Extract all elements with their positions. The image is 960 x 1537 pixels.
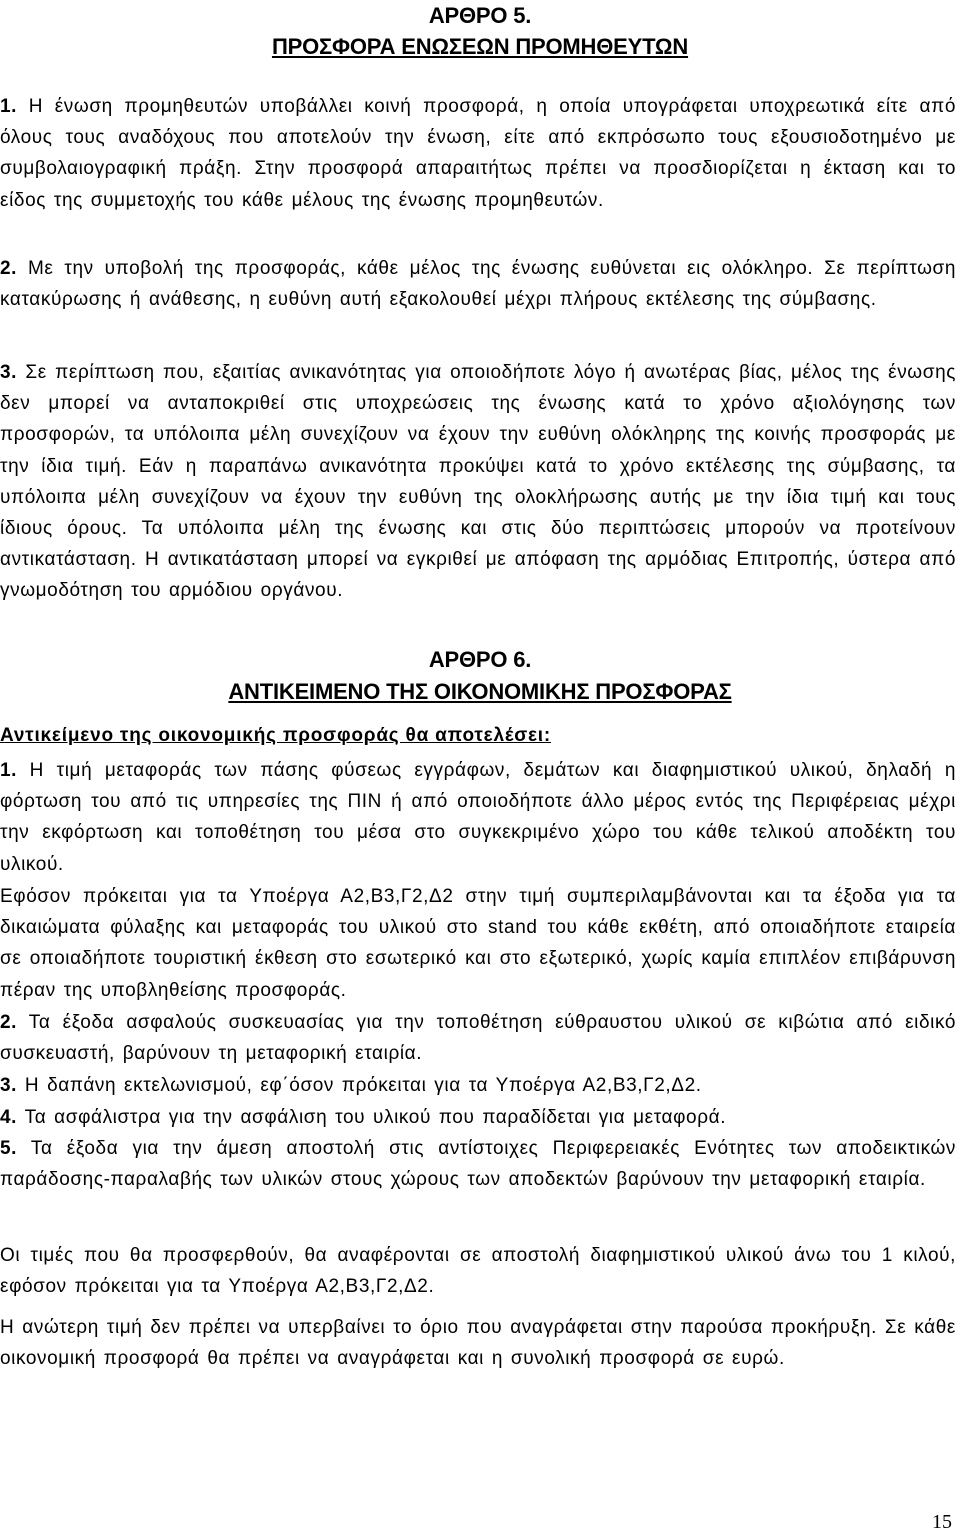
article5-paragraph-3: [0, 357, 956, 607]
article6-item-1-continuation: [0, 881, 956, 1006]
article6-number: ΑΡΘΡΟ 6.: [428, 647, 532, 672]
article6-item-2: [0, 1007, 956, 1069]
paragraph-number: 3.: [0, 362, 18, 383]
article6-note-1: Οι τιμές που θα προσφερθούν, θα αναφέρονται σε αποστολή διαφημιστικού υλικού άνω του 1 κιλού, εφόσον πρόκειται για τα Υποέργα Α2,Β3,Γ2,Δ2.: [0, 1245, 956, 1298]
paragraph-text: Με την υποβολή της προσφοράς, κάθε μέλος της ένωσης ευθύνεται εις ολόκληρο. Σε περίπτωση κατακύρωσης ή ανάθεσης, η ευθύνη αυτή εξακολουθεί μέχρι πλήρους εκτέλεσης της σύμβασης.: [0, 258, 956, 311]
item-number: 1.: [0, 760, 18, 781]
item-number: 3.: [0, 1075, 18, 1096]
article6-item-1: [0, 755, 956, 880]
article5-title: ΠΡΟΣΦΟΡΑ ΕΝΩΣΕΩΝ ΠΡΟΜΗΘΕΥΤΩΝ: [271, 34, 689, 59]
page-number: 15: [932, 1511, 952, 1533]
item-text: Η τιμή μεταφοράς των πάσης φύσεως εγγράφων, δεμάτων και διαφημιστικού υλικού, δηλαδή η φόρτωση του από τις υπηρεσίες της ΠΙΝ ή από οποιοδήποτε άλλο μέρος εντός της Περιφέρειας μέχρι την εκφόρτωση και τοποθέτηση του μέσα στο συγκεκριμένο χώρο του κάθε τελικού αποδέκτη του υλικού.: [0, 760, 956, 875]
article6-subheading: Αντικείμενο της οικονομικής προσφοράς θα αποτελέσει:: [0, 725, 552, 746]
item-text: Τα έξοδα ασφαλούς συσκευασίας για την τοποθέτηση εύθραυστου υλικού σε κιβώτια από ειδικό συσκευαστή, βαρύνουν τη μεταφορική εταιρία.: [0, 1012, 956, 1065]
article6-item-5: [0, 1133, 956, 1195]
article6-note-2: Η ανώτερη τιμή δεν πρέπει να υπερβαίνει το όριο που αναγράφεται στην παρούσα προκήρυξη. Σε κάθε οικονομική προσφορά θα πρέπει να αναγράφεται και η συνολική προσφορά σε ευρώ.: [0, 1317, 956, 1370]
item-number: 5.: [0, 1138, 18, 1159]
paragraph-number: 2.: [0, 258, 18, 279]
item-text: Τα έξοδα για την άμεση αποστολή στις αντίστοιχες Περιφερειακές Ενότητες των αποδεικτικών παράδοσης-παραλαβής των υλικών στους χώρους των αποδεκτών βαρύνουν την μεταφορική εταιρία.: [0, 1138, 956, 1191]
item-number: 4.: [0, 1107, 18, 1128]
article5-paragraph-2: [0, 253, 956, 315]
item-text: Εφόσον πρόκειται για τα Υποέργα Α2,Β3,Γ2,Δ2 στην τιμή συμπεριλαμβάνονται και τα έξοδα για τα δικαιώματα φύλαξης και μεταφοράς του υλικού στο stand του κάθε εκθέτη, από οποιαδήποτε εταιρεία σε οποιαδήποτε τουριστική έκθεση στο εσωτερικό και στο εξωτερικό, χωρίς καμία επιπλέον επιβάρυνση πέραν της υποβληθείσης προσφοράς.: [0, 886, 956, 1001]
paragraph-text: Η ένωση προμηθευτών υποβάλλει κοινή προσφορά, η οποία υπογράφεται υποχρεωτικά είτε από όλους τους αναδόχους που αποτελούν την ένωση, είτε από εκπρόσωπο τους εξουσιοδοτημένο με συμβολαιογραφική πράξη. Στην προσφορά απαραιτήτως πρέπει να προσδιορίζεται η έκταση και το είδος της συμμετοχής του κάθε μέλους της ένωσης προμηθευτών.: [0, 96, 956, 211]
article6-item-4: [0, 1102, 956, 1133]
article5-paragraph-1: [0, 91, 956, 216]
item-number: 2.: [0, 1012, 18, 1033]
article6-item-3: [0, 1070, 956, 1101]
article5-number: ΑΡΘΡΟ 5.: [428, 3, 532, 28]
item-text: Η δαπάνη εκτελωνισμού, εφ΄όσον πρόκειται για τα Υποέργα Α2,Β3,Γ2,Δ2.: [17, 1075, 702, 1096]
paragraph-text: Σε περίπτωση που, εξαιτίας ανικανότητας για οποιοδήποτε λόγο ή ανωτέρας βίας, μέλος της ένωσης δεν μπορεί να ανταποκριθεί στις υποχρεώσεις της ένωσης κατά το χρόνο αξιολόγησης των προσφορών, τα υπόλοιπα μέλη συνεχίζουν να έχουν την ευθύνη ολόκληρης της κοινής προσφοράς με την ίδια τιμή. Εάν η παραπάνω ανικανότητα προκύψει κατά το χρόνο εκτέλεσης της σύμβασης, τα υπόλοιπα μέλη συνεχίζουν να έχουν την ευθύνη της ολοκλήρωσης αυτής με την ίδια τιμή και τους ίδιους όρους. Τα υπόλοιπα μέλη της ένωσης και στις δύο περιπτώσεις μπορούν να προτείνουν αντικατάσταση. Η αντικατάσταση μπορεί να εγκριθεί με απόφαση της αρμόδιας Επιτροπής, ύστερα από γνωμοδότηση του αρμόδιου οργάνου.: [0, 362, 956, 602]
paragraph-number: 1.: [0, 96, 18, 117]
item-text: Τα ασφάλιστρα για την ασφάλιση του υλικού που παραδίδεται για μεταφορά.: [17, 1107, 727, 1128]
article6-title: ΑΝΤΙΚΕΙΜΕΝΟ ΤΗΣ ΟΙΚΟΝΟΜΙΚΗΣ ΠΡΟΣΦΟΡΑΣ: [228, 679, 732, 704]
